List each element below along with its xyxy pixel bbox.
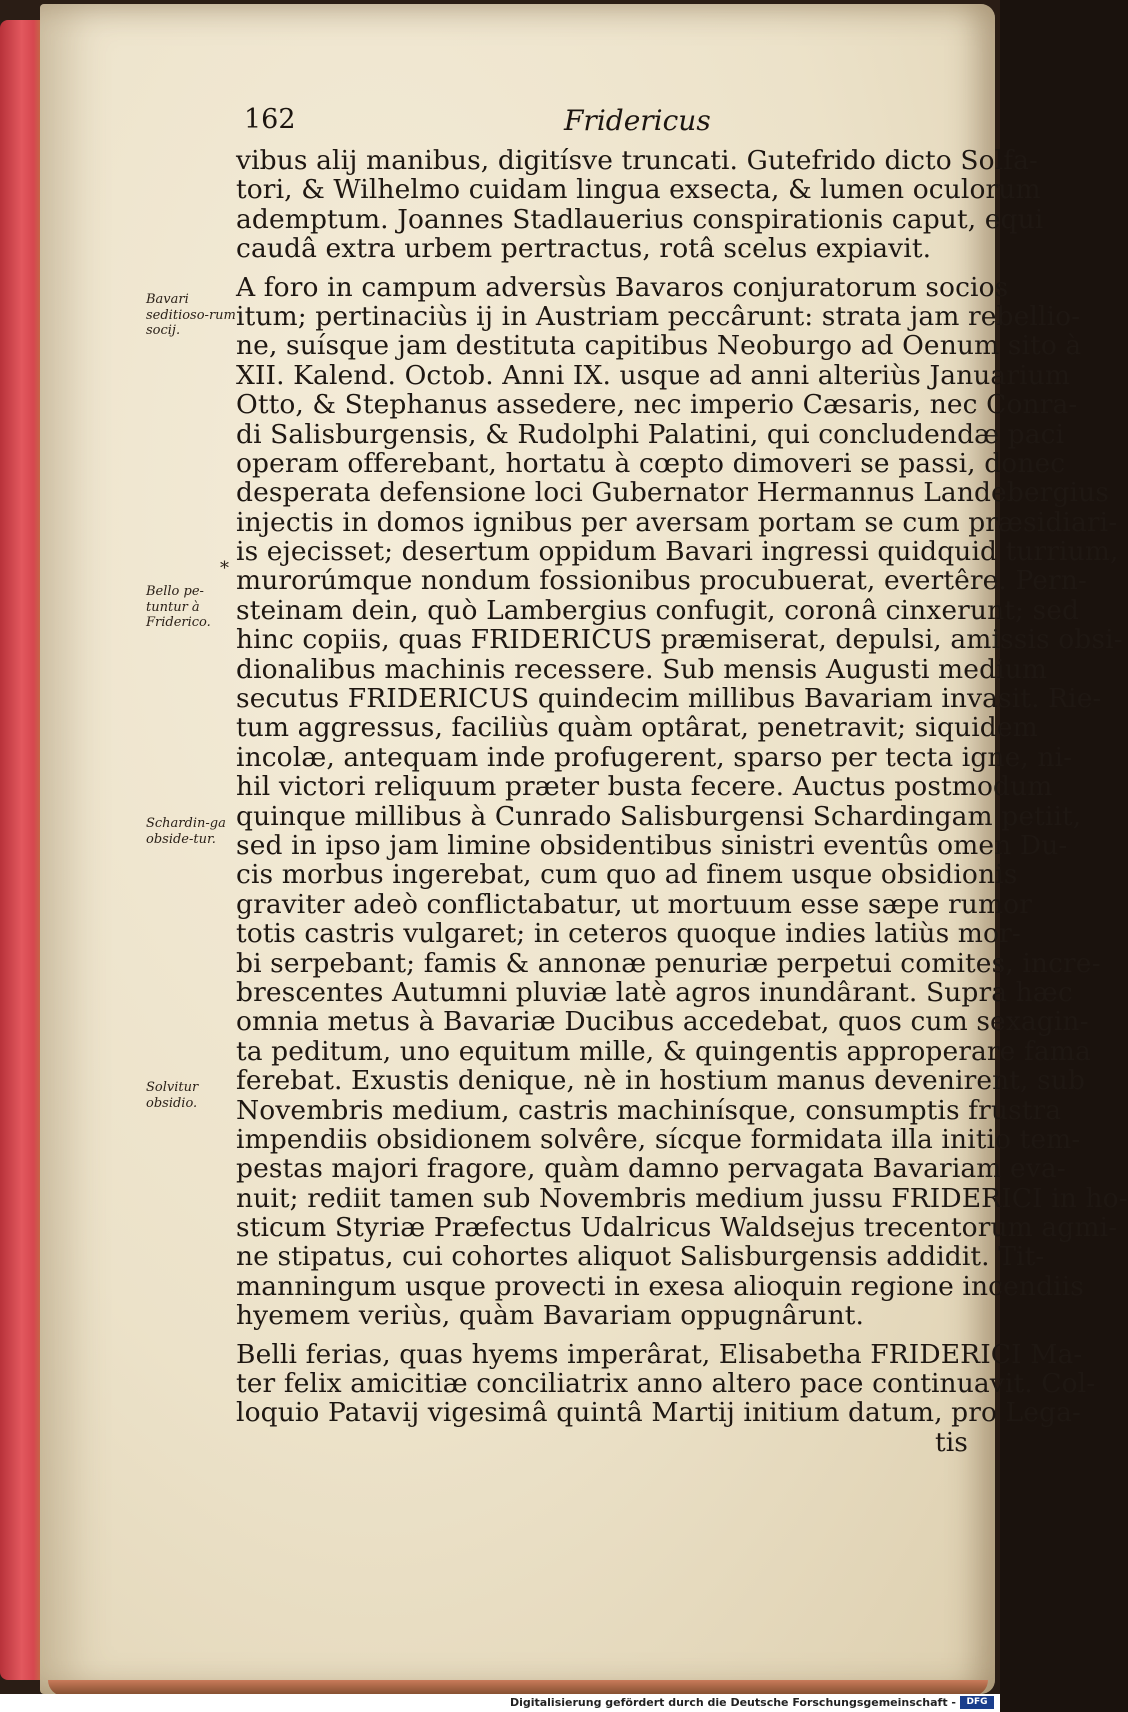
margin-note: Solvitur obsidio.: [146, 1080, 199, 1111]
text-line: A foro in campum adversùs Bavaros conjuratorum socios: [236, 271, 1009, 303]
text-line: murorúmque nondum fossionibus procubuerat, evertêre. Pern-: [236, 565, 1087, 597]
text-line: secutus FRIDERICUS quindecim millibus Bavariam invasit. Rie-: [236, 683, 1102, 715]
text-line: hil victori reliquum præter busta fecere. Auctus postmodum: [236, 771, 1053, 803]
body-text: [236, 145, 1128, 1458]
text-line: ferebat. Exustis denique, nè in hostium manus devenirent, sub: [236, 1065, 1086, 1097]
paragraph: [236, 1338, 1096, 1429]
text-line: Otto, & Stephanus assedere, nec imperio Cæsaris, nec Conra-: [236, 389, 1078, 421]
text-line: vibus alij manibus, digitísve truncati. Gutefrido dicto Solfa-: [236, 145, 1039, 176]
catchword: tis: [934, 1426, 968, 1458]
text-line: brescentes Autumni pluviæ latè agros inundârant. Supra hæc: [236, 976, 1073, 1008]
text-line: manningum usque provecti in exesa alioquin regione incendiis: [236, 1270, 1084, 1302]
paragraph: [236, 271, 1128, 1332]
text-line: tum aggressus, faciliùs quàm optârat, penetravit; siquidem: [236, 712, 1038, 744]
margin-note: Schardin-ga obside-tur.: [146, 816, 226, 847]
page-header: [244, 104, 711, 144]
page-number: 162: [244, 104, 296, 135]
text-line: ter felix amicitiæ conciliatrix anno altero pace continuavit. Col-: [236, 1368, 1096, 1400]
text-line: incolæ, antequam inde profugerent, sparso per tecta igne, ni-: [236, 741, 1073, 773]
text-line: injectis in domos ignibus per aversam portam se cum præsidiari-: [236, 506, 1118, 538]
text-line: itum; pertinaciùs ij in Austriam peccârunt: strata jam rebellio-: [236, 300, 1081, 332]
paragraph: [236, 145, 1044, 265]
text-line: nuit; rediit tamen sub Novembris medium jussu FRIDERICI in ho-: [236, 1182, 1128, 1214]
text-line: operam offerebant, hortatu à cœpto dimoveri se passi, donec: [236, 447, 1066, 479]
digitization-footer: [0, 1694, 1000, 1712]
text-line: omnia metus à Bavariæ Ducibus accedebat, quos cum sexagin-: [236, 1006, 1089, 1038]
text-line: totis castris vulgaret; in ceteros quoque indies latiùs mor-: [236, 918, 1021, 950]
text-line: steinam dein, quò Lambergius confugit, coronâ cinxerunt; sed: [236, 594, 1080, 626]
running-head: Fridericus: [564, 104, 711, 137]
footer-credit: Digitalisierung gefördert durch die Deutsche Forschungsgemeinschaft -: [509, 1696, 956, 1709]
dfg-logo: DFG: [960, 1696, 994, 1709]
text-line: Belli ferias, quas hyems imperârat, Elisabetha FRIDERICI Ma-: [236, 1338, 1083, 1370]
text-line: impendiis obsidionem solvêre, sícque formidata illa initio tem-: [236, 1123, 1081, 1155]
text-line: hinc copiis, quas FRIDERICUS præmiserat, depulsi, amissis obsi-: [236, 624, 1123, 656]
text-line: dionalibus machinis recessere. Sub mensis Augusti medium: [236, 653, 1048, 685]
text-line: loquio Patavij vigesimâ quintâ Martij initium datum, pro Lega-: [236, 1397, 1082, 1429]
text-line: Novembris medium, castris machinísque, consumptis frustra: [236, 1094, 1062, 1126]
text-line: tori, & Wilhelmo cuidam lingua exsecta, & lumen oculorum: [236, 174, 1041, 206]
text-line: quinque millibus à Cunrado Salisburgensi Schardingam petiit,: [236, 800, 1082, 832]
text-line: desperata defensione loci Gubernator Hermannus Landebergius: [236, 477, 1109, 509]
text-line: graviter adeò conflictabatur, ut mortuum esse sæpe rumor: [236, 888, 1032, 920]
text-line: ademptum. Joannes Stadlauerius conspirationis caput, equi: [236, 203, 1044, 235]
margin-note: Bavari seditioso-rum socij.: [146, 292, 236, 338]
margin-asterisk: *: [220, 558, 229, 579]
text-line: pestas majori fragore, quàm damno pervagata Bavariam eva-: [236, 1153, 1066, 1185]
text-line: hyemem veriùs, quàm Bavariam oppugnârunt.: [236, 1300, 865, 1332]
text-line: ne stipatus, cui cohortes aliquot Salisburgensis addidit. Tit-: [236, 1241, 1045, 1273]
text-line: ne, suísque jam destituta capitibus Neoburgo ad Oenum sito à: [236, 330, 1082, 362]
text-line: ta peditum, uno equitum mille, & quingentis approperare fama: [236, 1035, 1091, 1067]
text-line: sticum Styriæ Præfectus Udalricus Waldsejus trecentorum agmi-: [236, 1212, 1118, 1244]
text-line: di Salisburgensis, & Rudolphi Palatini, qui concludendæ paci: [236, 418, 1065, 450]
text-line: XII. Kalend. Octob. Anni IX. usque ad anni alteriùs Januarium: [236, 359, 1071, 391]
text-line: cis morbus ingerebat, cum quo ad finem usque obsidionis: [236, 859, 1018, 891]
text-line: bi serpebant; famis & annonæ penuriæ perpetui comites, incre-: [236, 947, 1101, 979]
text-line: sed in ipso jam limine obsidentibus sinistri eventûs omen Du-: [236, 829, 1068, 861]
text-line: caudâ extra urbem pertractus, rotâ scelus expiavit.: [236, 233, 932, 265]
margin-note: Bello pe-tuntur à Friderico.: [146, 584, 211, 630]
text-line: is ejecisset; desertum oppidum Bavari ingressi quidquid turrium,: [236, 536, 1119, 568]
